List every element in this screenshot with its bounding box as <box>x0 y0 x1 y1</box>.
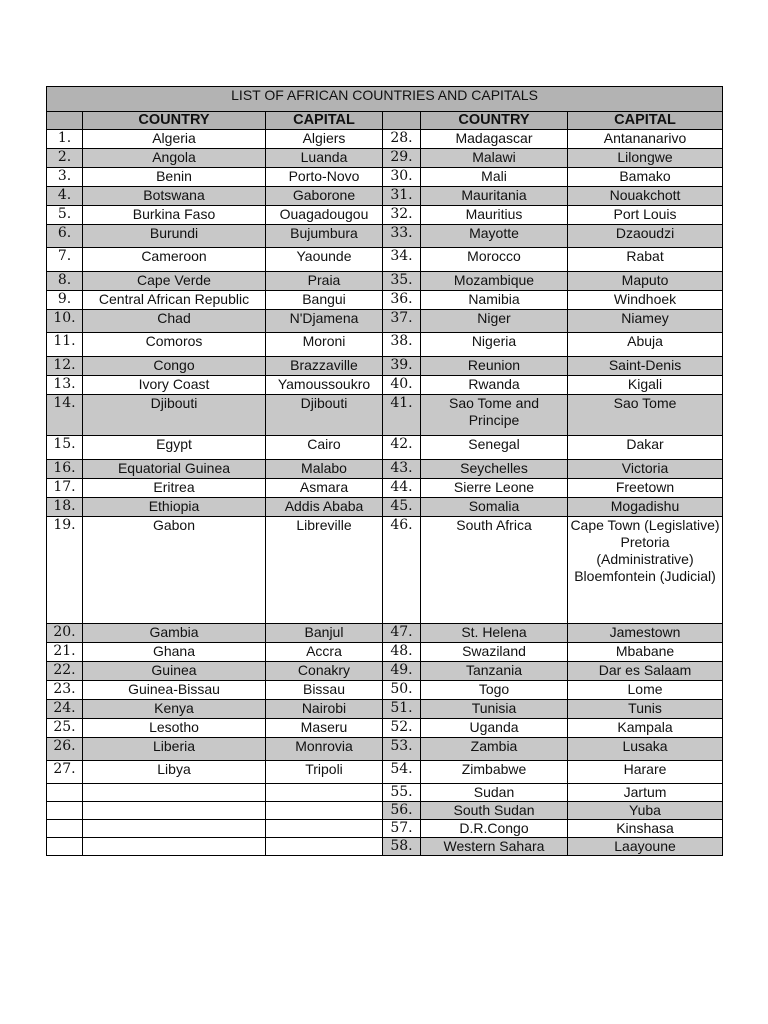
right-capital-cell: Nouakchott <box>568 187 723 206</box>
left-number-cell <box>47 838 83 856</box>
right-country-cell: Sudan <box>421 784 568 802</box>
left-country-cell: Kenya <box>83 700 266 719</box>
right-number-cell: 44. <box>383 479 421 498</box>
left-capital-cell: Tripoli <box>266 761 383 784</box>
left-country-cell: Lesotho <box>83 719 266 738</box>
left-number-cell: 25. <box>47 719 83 738</box>
left-capital-cell: Gaborone <box>266 187 383 206</box>
right-capital-cell: Niamey <box>568 310 723 333</box>
page-title: LIST OF AFRICAN COUNTRIES AND CAPITALS <box>47 87 723 112</box>
left-capital-cell: Ouagadougou <box>266 206 383 225</box>
left-country-cell: Gabon <box>83 517 266 624</box>
table-row <box>47 784 723 802</box>
table-row <box>47 395 723 436</box>
left-number-cell: 4. <box>47 187 83 206</box>
table-row <box>47 168 723 187</box>
right-capital-cell: Yuba <box>568 802 723 820</box>
table-row <box>47 517 723 624</box>
left-number-cell: 24. <box>47 700 83 719</box>
left-number-cell: 26. <box>47 738 83 761</box>
left-country-cell: Guinea-Bissau <box>83 681 266 700</box>
table-row <box>47 225 723 248</box>
header-country-left: COUNTRY <box>83 112 266 130</box>
left-country-cell: Equatorial Guinea <box>83 460 266 479</box>
right-country-cell: Mauritius <box>421 206 568 225</box>
right-country-cell: Swaziland <box>421 643 568 662</box>
left-country-cell: Ivory Coast <box>83 376 266 395</box>
table-row <box>47 719 723 738</box>
left-number-cell: 16. <box>47 460 83 479</box>
table-row <box>47 662 723 681</box>
right-country-cell: Sierre Leone <box>421 479 568 498</box>
left-number-cell: 19. <box>47 517 83 624</box>
left-capital-cell: Monrovia <box>266 738 383 761</box>
left-capital-cell: Moroni <box>266 333 383 357</box>
right-capital-cell: Antananarivo <box>568 130 723 149</box>
right-number-cell: 51. <box>383 700 421 719</box>
left-capital-cell <box>266 838 383 856</box>
left-number-cell: 22. <box>47 662 83 681</box>
left-country-cell <box>83 802 266 820</box>
table-row <box>47 681 723 700</box>
right-number-cell: 37. <box>383 310 421 333</box>
left-country-cell <box>83 820 266 838</box>
left-capital-cell: Algiers <box>266 130 383 149</box>
right-number-cell: 47. <box>383 624 421 643</box>
right-capital-cell: Sao Tome <box>568 395 723 436</box>
right-capital-cell: Kampala <box>568 719 723 738</box>
left-capital-cell: Addis Ababa <box>266 498 383 517</box>
left-country-cell: Guinea <box>83 662 266 681</box>
right-country-cell: Togo <box>421 681 568 700</box>
left-number-cell: 27. <box>47 761 83 784</box>
table-row <box>47 820 723 838</box>
right-number-cell: 39. <box>383 357 421 376</box>
right-number-cell: 55. <box>383 784 421 802</box>
right-capital-cell: Dar es Salaam <box>568 662 723 681</box>
right-country-cell: Zimbabwe <box>421 761 568 784</box>
header-country-right: COUNTRY <box>421 112 568 130</box>
left-capital-cell: Praia <box>266 272 383 291</box>
table-row <box>47 498 723 517</box>
table-row <box>47 206 723 225</box>
left-capital-cell: Libreville <box>266 517 383 624</box>
left-number-cell: 14. <box>47 395 83 436</box>
right-capital-cell: Laayoune <box>568 838 723 856</box>
left-country-cell: Congo <box>83 357 266 376</box>
left-country-cell <box>83 838 266 856</box>
table-row <box>47 738 723 761</box>
right-capital-cell: Port Louis <box>568 206 723 225</box>
left-country-cell: Gambia <box>83 624 266 643</box>
right-country-cell: Uganda <box>421 719 568 738</box>
right-capital-cell: Dakar <box>568 436 723 460</box>
left-capital-cell: Bangui <box>266 291 383 310</box>
left-country-cell: Burundi <box>83 225 266 248</box>
left-number-cell <box>47 820 83 838</box>
right-number-cell: 52. <box>383 719 421 738</box>
left-number-cell: 5. <box>47 206 83 225</box>
left-country-cell: Angola <box>83 149 266 168</box>
table-row <box>47 436 723 460</box>
left-capital-cell: Bujumbura <box>266 225 383 248</box>
left-capital-cell: Yaounde <box>266 248 383 272</box>
right-capital-cell: Victoria <box>568 460 723 479</box>
right-country-cell: D.R.Congo <box>421 820 568 838</box>
right-number-cell: 54. <box>383 761 421 784</box>
right-number-cell: 58. <box>383 838 421 856</box>
left-country-cell: Benin <box>83 168 266 187</box>
header-blank-right <box>383 112 421 130</box>
table-row <box>47 248 723 272</box>
header-capital-left: CAPITAL <box>266 112 383 130</box>
table-row <box>47 376 723 395</box>
left-capital-cell: Luanda <box>266 149 383 168</box>
right-number-cell: 36. <box>383 291 421 310</box>
left-country-cell: Cameroon <box>83 248 266 272</box>
table-row <box>47 130 723 149</box>
right-number-cell: 45. <box>383 498 421 517</box>
left-capital-cell: Malabo <box>266 460 383 479</box>
right-number-cell: 34. <box>383 248 421 272</box>
right-country-cell: Malawi <box>421 149 568 168</box>
left-number-cell <box>47 784 83 802</box>
right-number-cell: 41. <box>383 395 421 436</box>
right-capital-cell: Lusaka <box>568 738 723 761</box>
left-number-cell: 7. <box>47 248 83 272</box>
left-country-cell: Ghana <box>83 643 266 662</box>
right-number-cell: 48. <box>383 643 421 662</box>
left-number-cell: 20. <box>47 624 83 643</box>
table-row <box>47 624 723 643</box>
left-number-cell: 12. <box>47 357 83 376</box>
left-number-cell: 8. <box>47 272 83 291</box>
header-capital-right: CAPITAL <box>568 112 723 130</box>
right-number-cell: 40. <box>383 376 421 395</box>
left-capital-cell <box>266 802 383 820</box>
right-number-cell: 53. <box>383 738 421 761</box>
right-capital-cell: Tunis <box>568 700 723 719</box>
right-capital-cell: Freetown <box>568 479 723 498</box>
table-row <box>47 333 723 357</box>
right-number-cell: 35. <box>383 272 421 291</box>
right-country-cell: South Sudan <box>421 802 568 820</box>
left-capital-cell: Nairobi <box>266 700 383 719</box>
left-capital-cell <box>266 820 383 838</box>
left-country-cell: Central African Republic <box>83 291 266 310</box>
left-capital-cell: Bissau <box>266 681 383 700</box>
left-country-cell <box>83 784 266 802</box>
table-row <box>47 310 723 333</box>
right-country-cell: Western Sahara <box>421 838 568 856</box>
right-country-cell: Mali <box>421 168 568 187</box>
left-capital-cell: Yamoussoukro <box>266 376 383 395</box>
left-country-cell: Ethiopia <box>83 498 266 517</box>
left-country-cell: Burkina Faso <box>83 206 266 225</box>
right-capital-cell: Cape Town (Legislative) Pretoria (Administrative) Bloemfontein (Judicial) <box>568 517 723 624</box>
left-country-cell: Liberia <box>83 738 266 761</box>
right-number-cell: 30. <box>383 168 421 187</box>
right-country-cell: Mauritania <box>421 187 568 206</box>
left-capital-cell: Asmara <box>266 479 383 498</box>
left-capital-cell: Brazzaville <box>266 357 383 376</box>
left-number-cell <box>47 802 83 820</box>
right-country-cell: Tanzania <box>421 662 568 681</box>
right-country-cell: Reunion <box>421 357 568 376</box>
right-number-cell: 31. <box>383 187 421 206</box>
right-capital-cell: Kigali <box>568 376 723 395</box>
right-capital-cell: Maputo <box>568 272 723 291</box>
right-capital-cell: Mbabane <box>568 643 723 662</box>
right-country-cell: Mayotte <box>421 225 568 248</box>
right-country-cell: Seychelles <box>421 460 568 479</box>
right-country-cell: Mozambique <box>421 272 568 291</box>
left-number-cell: 13. <box>47 376 83 395</box>
right-capital-cell: Lome <box>568 681 723 700</box>
table-row <box>47 187 723 206</box>
right-number-cell: 50. <box>383 681 421 700</box>
table-row <box>47 272 723 291</box>
right-number-cell: 28. <box>383 130 421 149</box>
right-country-cell: South Africa <box>421 517 568 624</box>
left-number-cell: 10. <box>47 310 83 333</box>
right-capital-cell: Rabat <box>568 248 723 272</box>
right-number-cell: 49. <box>383 662 421 681</box>
right-capital-cell: Bamako <box>568 168 723 187</box>
left-number-cell: 11. <box>47 333 83 357</box>
table-row <box>47 761 723 784</box>
right-country-cell: Sao Tome and Principe <box>421 395 568 436</box>
left-country-cell: Botswana <box>83 187 266 206</box>
left-country-cell: Libya <box>83 761 266 784</box>
right-country-cell: Tunisia <box>421 700 568 719</box>
left-capital-cell: Maseru <box>266 719 383 738</box>
right-country-cell: Senegal <box>421 436 568 460</box>
table-row <box>47 802 723 820</box>
left-country-cell: Comoros <box>83 333 266 357</box>
right-capital-cell: Kinshasa <box>568 820 723 838</box>
table-row <box>47 700 723 719</box>
left-number-cell: 21. <box>47 643 83 662</box>
right-number-cell: 42. <box>383 436 421 460</box>
right-number-cell: 29. <box>383 149 421 168</box>
left-country-cell: Djibouti <box>83 395 266 436</box>
right-capital-cell: Mogadishu <box>568 498 723 517</box>
left-country-cell: Chad <box>83 310 266 333</box>
left-number-cell: 6. <box>47 225 83 248</box>
header-blank-left <box>47 112 83 130</box>
right-country-cell: Namibia <box>421 291 568 310</box>
table-row <box>47 460 723 479</box>
right-country-cell: Madagascar <box>421 130 568 149</box>
left-number-cell: 18. <box>47 498 83 517</box>
right-number-cell: 57. <box>383 820 421 838</box>
right-capital-cell: Jamestown <box>568 624 723 643</box>
table-row <box>47 838 723 856</box>
table-row <box>47 479 723 498</box>
left-country-cell: Cape Verde <box>83 272 266 291</box>
left-country-cell: Egypt <box>83 436 266 460</box>
left-country-cell: Algeria <box>83 130 266 149</box>
left-number-cell: 23. <box>47 681 83 700</box>
left-capital-cell <box>266 784 383 802</box>
right-capital-cell: Jartum <box>568 784 723 802</box>
left-capital-cell: Djibouti <box>266 395 383 436</box>
left-number-cell: 1. <box>47 130 83 149</box>
right-country-cell: Morocco <box>421 248 568 272</box>
right-country-cell: Nigeria <box>421 333 568 357</box>
table-row <box>47 149 723 168</box>
countries-table <box>46 86 723 856</box>
right-number-cell: 32. <box>383 206 421 225</box>
right-country-cell: Rwanda <box>421 376 568 395</box>
table-row <box>47 357 723 376</box>
right-country-cell: Niger <box>421 310 568 333</box>
right-capital-cell: Saint-Denis <box>568 357 723 376</box>
left-capital-cell: Porto-Novo <box>266 168 383 187</box>
right-capital-cell: Windhoek <box>568 291 723 310</box>
left-capital-cell: Banjul <box>266 624 383 643</box>
right-number-cell: 56. <box>383 802 421 820</box>
left-capital-cell: Accra <box>266 643 383 662</box>
left-number-cell: 2. <box>47 149 83 168</box>
left-capital-cell: Cairo <box>266 436 383 460</box>
table-row <box>47 291 723 310</box>
right-capital-cell: Dzaoudzi <box>568 225 723 248</box>
right-number-cell: 33. <box>383 225 421 248</box>
right-capital-cell: Abuja <box>568 333 723 357</box>
right-number-cell: 46. <box>383 517 421 624</box>
right-number-cell: 38. <box>383 333 421 357</box>
table-row <box>47 643 723 662</box>
right-country-cell: Somalia <box>421 498 568 517</box>
right-number-cell: 43. <box>383 460 421 479</box>
left-number-cell: 15. <box>47 436 83 460</box>
left-number-cell: 17. <box>47 479 83 498</box>
right-country-cell: St. Helena <box>421 624 568 643</box>
right-capital-cell: Lilongwe <box>568 149 723 168</box>
left-capital-cell: N'Djamena <box>266 310 383 333</box>
left-number-cell: 9. <box>47 291 83 310</box>
left-number-cell: 3. <box>47 168 83 187</box>
right-capital-cell: Harare <box>568 761 723 784</box>
left-country-cell: Eritrea <box>83 479 266 498</box>
right-country-cell: Zambia <box>421 738 568 761</box>
left-capital-cell: Conakry <box>266 662 383 681</box>
header-row <box>47 112 723 130</box>
